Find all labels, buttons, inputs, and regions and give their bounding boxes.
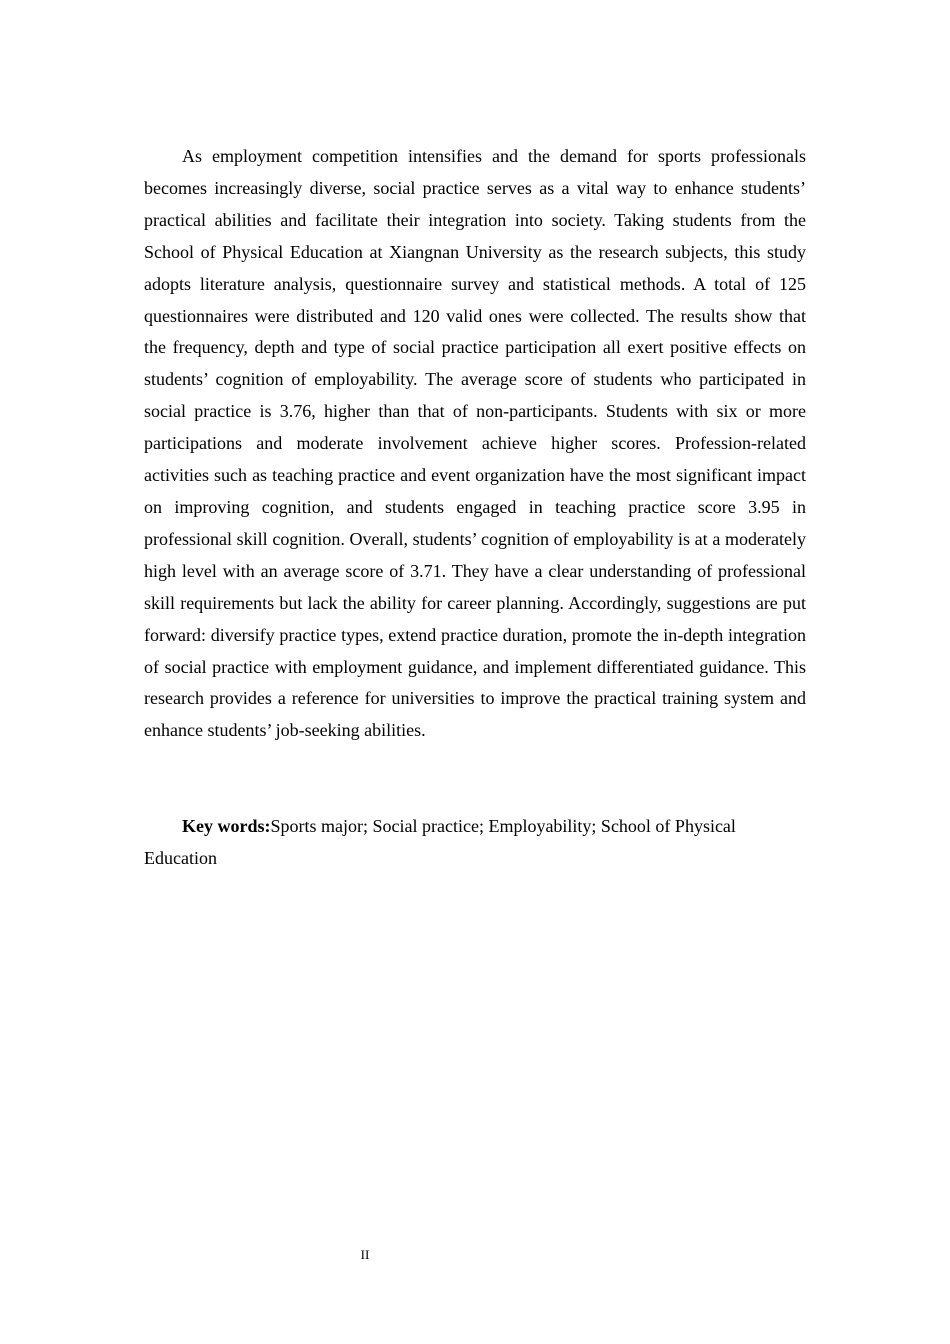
abstract-paragraph: As employment competition intensifies and the demand for sports professionals becomes increasingly diverse, social practice serves as a vital way to enhance students’ practical abilities and facilitate their integration into society. Taking students from the School of Physical Education at Xiangnan University as the research subjects, this study adopts literature analysis, questionnaire survey and statistical methods. A total of 125 questionnaires were distributed and 120 valid ones were collected. The results show that the frequency, depth and type of social practice participation all exert positive effects on students’ cognition of employability. The average score of students who participated in social practice is 3.76, higher than that of non-participants. Students with six or more participations and moderate involvement achieve higher scores. Profession-related activities such as teaching practice and event organization have the most significant impact on improving cognition, and students engaged in teaching practice score 3.95 in professional skill cognition. Overall, students’ cognition of employability is at a moderately high level with an average score of 3.71. They have a clear understanding of professional skill requirements but lack the ability for career planning. Accordingly, suggestions are put forward: diversify practice types, extend practice duration, promote the in-depth integration of social practice with employment guidance, and implement differentiated guidance. This research provides a reference for universities to improve the practical training system and enhance students’ job-seeking abilities. bbox=[144, 146, 806, 741]
keywords-label: Key words: bbox=[182, 816, 271, 836]
keywords-line bbox=[144, 811, 806, 875]
keywords-text: Sports major; Social practice; Employability; School of Physical Education bbox=[144, 816, 736, 868]
page-number: II bbox=[360, 1247, 370, 1262]
